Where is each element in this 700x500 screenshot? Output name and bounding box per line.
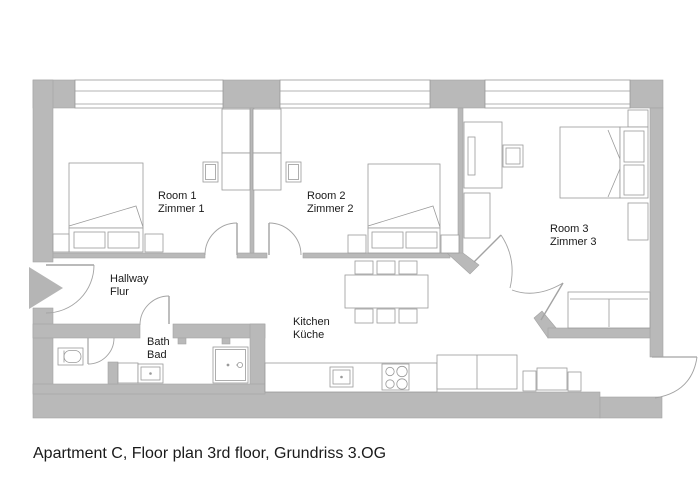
room3-chair bbox=[503, 145, 523, 167]
wall-hallway-3 bbox=[303, 253, 450, 258]
wall-bath-stub-1 bbox=[178, 338, 186, 344]
wall-top-right-corner bbox=[630, 80, 663, 108]
room2-label-en: Room 2 bbox=[307, 190, 346, 202]
wall-top-pillar-1 bbox=[223, 80, 280, 108]
kitchen-label-en: Kitchen bbox=[293, 316, 330, 328]
bath-sink bbox=[138, 364, 163, 383]
wall-bottom bbox=[33, 392, 600, 418]
room2-desk bbox=[253, 109, 281, 190]
bath-cabinet bbox=[118, 363, 138, 383]
room1-desk bbox=[222, 109, 250, 190]
room1-nightstand-left bbox=[53, 234, 69, 252]
wall-top-pillar-2 bbox=[430, 80, 485, 108]
room3-shelf-top bbox=[628, 110, 648, 127]
windows bbox=[75, 80, 630, 108]
kitchen-stove bbox=[382, 364, 409, 390]
wall-hallway-2 bbox=[237, 253, 267, 258]
room2-nightstand-left bbox=[348, 235, 366, 253]
window-room1 bbox=[75, 80, 223, 108]
room1-label-en: Room 1 bbox=[158, 190, 197, 202]
room2-label-de: Zimmer 2 bbox=[307, 203, 354, 215]
room3-desk bbox=[464, 122, 502, 188]
toilet bbox=[58, 348, 83, 365]
window-room3 bbox=[485, 80, 630, 108]
room2-chair bbox=[286, 162, 301, 182]
room2-bed bbox=[368, 164, 440, 253]
wall-bath-right bbox=[250, 324, 265, 392]
room2-nightstand-right bbox=[441, 235, 459, 253]
kitchen-label-de: Küche bbox=[293, 329, 325, 341]
bath-label-en: Bath bbox=[147, 336, 170, 348]
room1-label-de: Zimmer 1 bbox=[158, 203, 205, 215]
bath-label-de: Bad bbox=[147, 349, 167, 361]
plan-caption: Apartment C, Floor plan 3rd floor, Grundriss 3.OG bbox=[33, 445, 387, 462]
wall-hallway-1 bbox=[53, 253, 205, 258]
window-room2 bbox=[280, 80, 430, 108]
wall-bath-stub-3 bbox=[108, 362, 118, 384]
wall-bath-bottom bbox=[33, 384, 265, 394]
hallway-label-de: Flur bbox=[110, 286, 129, 298]
wall-bath-stub-2 bbox=[222, 338, 230, 344]
wall-room2-room3-divider bbox=[458, 108, 463, 255]
room1-chair bbox=[203, 162, 218, 182]
hallway-label-en: Hallway bbox=[110, 273, 149, 285]
room1-nightstand-right bbox=[145, 234, 163, 252]
room3-label-de: Zimmer 3 bbox=[550, 236, 597, 248]
room3-label-en: Room 3 bbox=[550, 223, 589, 235]
wall-bottom-right-recess bbox=[600, 397, 662, 418]
kitchen-unit bbox=[437, 355, 517, 389]
room3-monitor bbox=[468, 137, 475, 175]
dining-table bbox=[345, 275, 428, 308]
shower bbox=[213, 347, 248, 383]
room3-shelf-bottom bbox=[628, 203, 648, 240]
room3-cabinet bbox=[464, 193, 490, 238]
wall-left-upper bbox=[33, 80, 53, 262]
wall-bath-top-1 bbox=[33, 324, 140, 338]
wall-under-sofa bbox=[548, 328, 650, 338]
wall-left-lower bbox=[33, 308, 53, 392]
room1-bed bbox=[69, 163, 143, 252]
room3-sofa bbox=[568, 292, 650, 328]
room3-bed bbox=[560, 127, 648, 198]
wall-right bbox=[650, 108, 663, 357]
kitchen-sink bbox=[330, 367, 353, 387]
